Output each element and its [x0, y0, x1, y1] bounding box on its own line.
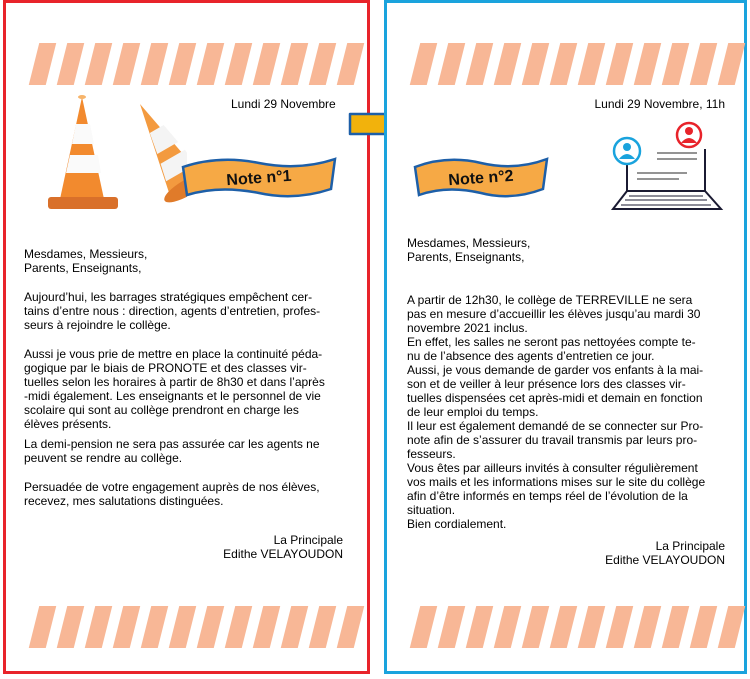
stripe [662, 606, 689, 648]
note-2-body: A partir de 12h30, le collège de TERREVILLE ne sera pas en mesure d’accueillir les élèves jusqu’au mardi 30 novembre 2021 inclus. En effet, les salles ne seront pas nettoyées compte te- nu de l’absence des agents d’entretien ce jour. Aussi, je vous demande de garder vos enfants à la mai- son et de veiller à leur présence lors des classes vir- tuelles dispensées cet après-midi et demain en fonction de leur emploi du temps. Il leur est également demandé de se connecter sur Pro- note afin de s’assurer du travail transmis par leurs pro- fesseurs. Vous êtes par ailleurs invités à consulter régulièrement vos mails et les informations mises sur le site du collège afin d’être informés en temps réel de l’évolution de la situation. Bien cordialement. [407, 293, 706, 531]
note-1-paragraph-1: Aujourd’hui, les barrages stratégiques empêchent cer- tains d’entre nous : direction, agents d’entretien, profes- seurs à rejoindre le collège. [24, 290, 321, 332]
stripe [29, 43, 56, 85]
stripe [337, 606, 364, 648]
stripe [634, 606, 661, 648]
note-1-banner-label: Note n°1 [225, 167, 293, 190]
stripe [438, 606, 465, 648]
top-decorative-stripes [415, 43, 740, 85]
note-1-sign-title: La Principale [273, 533, 343, 547]
stripe [253, 43, 280, 85]
stripe [606, 43, 633, 85]
stripe [578, 43, 605, 85]
stripe [718, 606, 745, 648]
traffic-cone-icon [42, 89, 187, 219]
note-2-date: Lundi 29 Novembre, 11h [594, 97, 725, 111]
top-decorative-stripes [34, 43, 359, 85]
stripe [550, 43, 577, 85]
stripe [309, 43, 336, 85]
note-1-sign-name: Edithe VELAYOUDON [223, 547, 343, 561]
note-2-banner-label: Note n°2 [447, 167, 515, 190]
note-1-panel [3, 0, 370, 674]
stripe [169, 606, 196, 648]
stripe [690, 43, 717, 85]
note-2-sign-name: Edithe VELAYOUDON [605, 553, 725, 567]
bottom-decorative-stripes [34, 606, 359, 648]
stripe [113, 43, 140, 85]
stripe [466, 43, 493, 85]
stripe [410, 606, 437, 648]
note-1-paragraph-4: Persuadée de votre engagement auprès de nos élèves, recevez, mes salutations distinguées. [24, 480, 320, 508]
note-1-paragraph-3: La demi-pension ne sera pas assurée car les agents ne peuvent se rendre au collège. [24, 437, 320, 465]
stripe [410, 43, 437, 85]
stripe [141, 43, 168, 85]
stripe [466, 606, 493, 648]
bottom-decorative-stripes [415, 606, 740, 648]
stripe [253, 606, 280, 648]
stripe [550, 606, 577, 648]
note-1-signature [223, 533, 343, 561]
stripe [309, 606, 336, 648]
note-2-greeting: Mesdames, Messieurs, Parents, Enseignants, [407, 236, 531, 264]
stripe [113, 606, 140, 648]
note-2-banner [411, 149, 551, 201]
stripe [522, 606, 549, 648]
stripe [57, 43, 84, 85]
note-2-signature [605, 539, 725, 567]
stripe [197, 43, 224, 85]
stripe [337, 43, 364, 85]
stripe [85, 606, 112, 648]
stripe [494, 606, 521, 648]
stripe [281, 606, 308, 648]
note-1-greeting: Mesdames, Messieurs, Parents, Enseignants, [24, 247, 148, 275]
note-2-sign-title: La Principale [655, 539, 725, 553]
stripe [634, 43, 661, 85]
note-1-paragraph-2: Aussi je vous prie de mettre en place la continuité péda- gogique par le biais de PRONOTE et des classes vir- tuelles selon les horaires à partir de 8h30 et dans l’après -midi également. Les enseignants et le personnel de vie scolaire qui sont au collège prendront en charge les élèves présents. [24, 347, 325, 431]
stripe [29, 606, 56, 648]
note-2-panel [384, 0, 747, 674]
stripe [578, 606, 605, 648]
laptop-chat-icon [607, 121, 727, 221]
stripe [662, 43, 689, 85]
stripe [57, 606, 84, 648]
stripe [438, 43, 465, 85]
stripe [606, 606, 633, 648]
stripe [281, 43, 308, 85]
note-1-banner [179, 149, 339, 201]
stripe [690, 606, 717, 648]
stripe [225, 43, 252, 85]
stripe [522, 43, 549, 85]
note-1-date: Lundi 29 Novembre [231, 97, 336, 111]
stripe [141, 606, 168, 648]
stripe [718, 43, 745, 85]
stripe [85, 43, 112, 85]
stripe [169, 43, 196, 85]
stripe [197, 606, 224, 648]
stripe [494, 43, 521, 85]
stripe [225, 606, 252, 648]
